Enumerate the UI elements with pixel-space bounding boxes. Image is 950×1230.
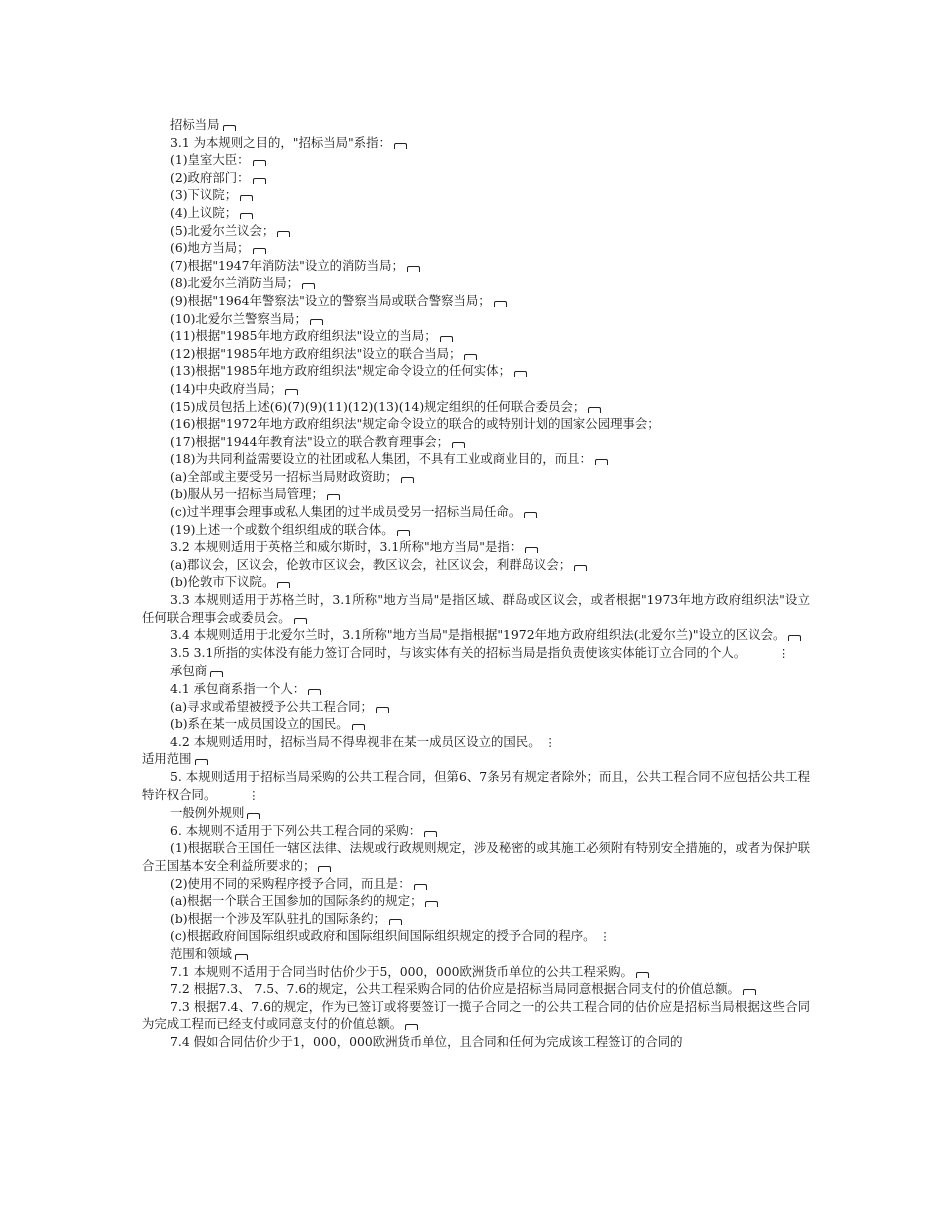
paragraph-mark-icon [407, 266, 420, 272]
line-text: (b)根据一个涉及军队驻扎的国际条约； [170, 910, 386, 926]
line-text: 3.3 本规则适用于苏格兰时，3.1所称"地方当局"是指区域、群岛或区议会，或者根据"1973年地方政府组织法"设立任何联合理事会或委员会。 [142, 592, 810, 625]
line-text: 3.5 3.1所指的实体没有能力签订合同时，与该实体有关的招标当局是指负责使该实体能订立合同的个人。 [170, 644, 747, 660]
line-text: 适用范围 [142, 751, 192, 767]
paragraph-mark-icon [424, 831, 437, 837]
paragraph-mark-icon [253, 160, 266, 166]
paragraph-mark-icon [574, 565, 587, 571]
line-text: (2)使用不同的采购程序授予合同，而且是： [170, 875, 411, 891]
text-line [142, 468, 810, 486]
line-text: (3)下议院； [170, 187, 238, 203]
text-line [142, 804, 810, 822]
line-text: 6. 本规则不适用于下列公共工程合同的采购： [170, 822, 422, 838]
line-text: (9)根据"1964年警察法"设立的警察当局或联合警察当局； [170, 292, 491, 308]
text-line [142, 662, 810, 680]
text-line [142, 151, 810, 169]
continuation-dots-icon: ⋮ [248, 788, 260, 802]
text-line [142, 345, 810, 363]
text-line [142, 310, 810, 328]
text-line [142, 362, 810, 380]
text-line [142, 698, 810, 716]
paragraph-mark-icon [195, 759, 208, 765]
text-line [142, 204, 810, 222]
paragraph-mark-icon [310, 319, 323, 325]
paragraph-mark-icon [318, 866, 331, 872]
paragraph-mark-icon [401, 477, 414, 483]
paragraph-mark-icon [452, 442, 465, 448]
paragraph-mark-icon [588, 407, 601, 413]
paragraph-mark-icon [494, 301, 507, 307]
paragraph-mark-icon [223, 125, 236, 131]
paragraph-mark-icon [302, 283, 315, 289]
line-text: 7.4 假如合同估价少于1，000，000欧洲货币单位，且合同和任何为完成该工程签订的合同的 [170, 1033, 683, 1049]
line-text: (14)中央政府当局； [170, 380, 283, 396]
line-text: 承包商 [170, 663, 208, 679]
text-line [142, 380, 810, 398]
line-text: (10)北爱尔兰警察当局； [170, 310, 307, 326]
text-line [142, 626, 810, 644]
line-text: (b)服从另一招标当局管理； [170, 486, 324, 502]
line-text: 7.2 根据7.3、 7.5、7.6的规定，公共工程采购合同的估价应是招标当局同意根据合同支付的价值总额。 [170, 981, 740, 997]
line-text: (7)根据"1947年消防法"设立的消防当局； [170, 257, 404, 273]
text-line [142, 644, 810, 663]
line-text: (11)根据"1985年地方政府组织法"设立的当局； [170, 328, 437, 344]
line-text: (19)上述一个或数个组织组成的联合体。 [170, 521, 394, 537]
paragraph-mark-icon [285, 389, 298, 395]
line-text: (2)政府部门： [170, 169, 250, 185]
line-text: (15)成员包括上述(6)(7)(9)(11)(12)(13)(14)规定组织的任何联合委员会； [170, 398, 586, 414]
continuation-dots-icon: ⋮ [599, 930, 611, 944]
paragraph-mark-icon [636, 972, 649, 978]
text-line [142, 134, 810, 152]
line-text: (a)寻求或希望被授予公共工程合同； [170, 698, 373, 714]
line-text: (13)根据"1985年地方政府组织法"规定命令设立的任何实体； [170, 363, 511, 379]
text-line [142, 116, 810, 134]
paragraph-mark-icon [308, 689, 321, 695]
paragraph-mark-icon [524, 512, 537, 518]
paragraph-mark-icon [327, 494, 340, 500]
paragraph-mark-icon [294, 618, 307, 624]
line-text: 7.3 根据7.4、7.6的规定，作为已签订或将要签订一揽子合同之一的公共工程合同的估价应是招标当局根据这些合同为完成工程而已经支付或同意支付的价值总额。 [142, 998, 810, 1032]
text-line [142, 839, 810, 874]
text-line [142, 415, 810, 433]
line-text: 5. 本规则适用于招标当局采购的公共工程合同，但第6、7条另有规定者除外；而且，公共工程合同不应包括公共工程特许权合同。 [142, 768, 810, 802]
text-line [142, 927, 810, 945]
line-text: 4.1 承包商系指一个人： [170, 681, 306, 696]
line-text: 7.1 本规则不适用于合同当时估价少于5，000，000欧洲货币单位的公共工程采购。 [170, 963, 633, 979]
line-text: (5)北爱尔兰议会； [170, 222, 275, 238]
text-line [142, 963, 810, 981]
line-text: (1)根据联合王国任一辖区法律、法规或行政规则规定，涉及秘密的或其施工必须附有特别安全措施的，或者为保护联合王国基本安全利益所要求的； [142, 840, 810, 873]
paragraph-mark-icon [376, 707, 389, 713]
text-line [142, 398, 810, 416]
text-line [142, 1033, 810, 1051]
text-line [142, 433, 810, 451]
line-text: 4.2 本规则适用时，招标当局不得卑视非在某一成员区设立的国民。 [170, 733, 541, 749]
paragraph-mark-icon [525, 547, 538, 553]
text-line [142, 715, 810, 733]
line-text: (16)根据"1972年地方政府组织法"规定命令设立的联合的或特别计划的国家公园理事会； [170, 416, 660, 432]
text-line [142, 910, 810, 928]
paragraph-mark-icon [240, 195, 253, 201]
text-line [142, 750, 810, 768]
text-line [142, 573, 810, 591]
text-line [142, 257, 810, 275]
line-text: (a)根据一个联合王国参加的国际条约的规定； [170, 893, 423, 909]
paragraph-mark-icon [464, 354, 477, 360]
line-text: (a)全部或主要受另一招标当局财政资助； [170, 468, 398, 484]
line-text: (6)地方当局； [170, 240, 250, 256]
text-line [142, 733, 810, 751]
line-text: 3.2 本规则适用于英格兰和威尔斯时，3.1所称"地方当局"是指： [170, 539, 523, 555]
line-text: 一般例外规则 [170, 805, 245, 821]
line-text: 范围和领域 [170, 945, 232, 961]
paragraph-mark-icon [405, 1024, 418, 1030]
paragraph-mark-icon [514, 371, 527, 377]
paragraph-mark-icon [210, 671, 223, 677]
paragraph-mark-icon [277, 582, 290, 588]
text-line [142, 556, 810, 574]
paragraph-mark-icon [595, 459, 608, 465]
text-line [142, 450, 810, 468]
text-line [142, 186, 810, 204]
document-body [142, 116, 810, 1050]
continuation-dots-icon: ⋮ [778, 646, 790, 660]
line-text: (1)皇室大臣： [170, 152, 250, 168]
text-line [142, 822, 810, 840]
text-line [142, 892, 810, 910]
line-text: (12)根据"1985年地方政府组织法"设立的联合当局； [170, 345, 462, 361]
line-text: (18)为共同利益需要设立的社团或私人集团，不具有工业或商业目的，而且： [170, 451, 592, 467]
text-line [142, 875, 810, 893]
line-text: (b)伦敦市下议院。 [170, 574, 275, 590]
paragraph-mark-icon [240, 213, 253, 219]
line-text: (b)系在某一成员国设立的国民。 [170, 716, 349, 732]
text-line [142, 521, 810, 539]
text-line [142, 222, 810, 240]
paragraph-mark-icon [440, 336, 453, 342]
paragraph-mark-icon [253, 248, 266, 254]
text-line [142, 327, 810, 345]
text-line [142, 169, 810, 187]
line-text: (17)根据"1944年教育法"设立的联合教育理事会； [170, 433, 450, 449]
text-line [142, 503, 810, 521]
text-line [142, 239, 810, 257]
text-line [142, 274, 810, 292]
text-line [142, 292, 810, 310]
paragraph-mark-icon [253, 178, 266, 184]
paragraph-mark-icon [788, 635, 801, 641]
line-text: (4)上议院； [170, 204, 238, 220]
paragraph-mark-icon [394, 143, 407, 149]
text-line [142, 680, 810, 698]
paragraph-mark-icon [397, 530, 410, 536]
line-text: (c)根据政府间国际组织或政府和国际组织间国际组织规定的授予合同的程序。 [170, 928, 596, 944]
text-line [142, 591, 810, 626]
line-text: 3.4 本规则适用于北爱尔兰时，3.1所称"地方当局"是指根据"1972年地方政府组织法(北爱尔兰)"设立的区议会。 [170, 627, 786, 643]
paragraph-mark-icon [277, 231, 290, 237]
paragraph-mark-icon [414, 884, 427, 890]
paragraph-mark-icon [389, 919, 402, 925]
line-text: 3.1 为本规则之目的，"招标当局"系指： [170, 134, 391, 150]
text-line [142, 945, 810, 963]
line-text: (8)北爱尔兰消防当局； [170, 275, 300, 291]
line-text: (c)过半理事会理事或私人集团的过半成员受另一招标当局任命。 [170, 504, 522, 520]
paragraph-mark-icon [352, 724, 365, 730]
text-line [142, 768, 810, 804]
text-line [142, 485, 810, 503]
text-line [142, 538, 810, 556]
paragraph-mark-icon [425, 901, 438, 907]
text-line [142, 980, 810, 998]
text-line [142, 998, 810, 1033]
paragraph-mark-icon [235, 954, 248, 960]
paragraph-mark-icon [743, 989, 756, 995]
continuation-dots-icon: ⋮ [544, 735, 556, 749]
paragraph-mark-icon [247, 813, 260, 819]
line-text: 招标当局 [170, 117, 220, 132]
line-text: (a)郡议会，区议会，伦敦市区议会，教区议会，社区议会，利群岛议会； [170, 556, 572, 572]
